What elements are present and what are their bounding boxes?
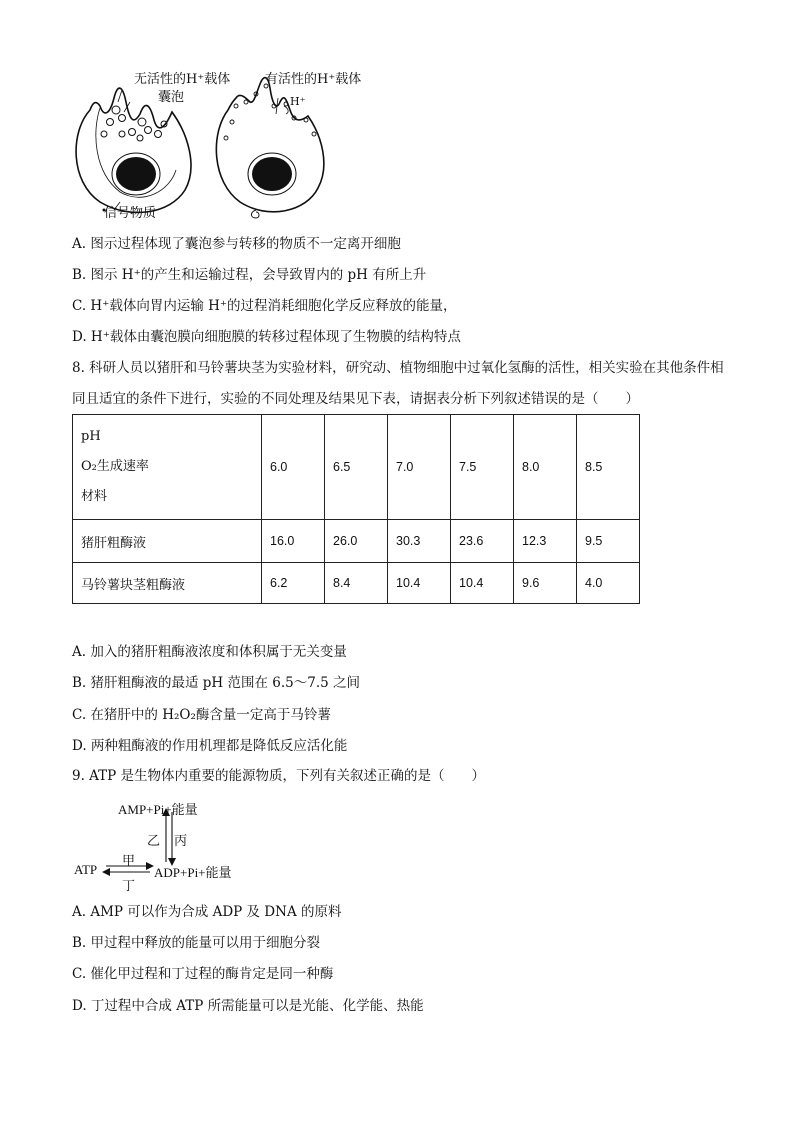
header-material: 材料	[81, 489, 108, 504]
table-header-row	[73, 415, 640, 520]
table-cell: 12.3	[514, 520, 577, 563]
atp-label: ATP	[74, 862, 98, 877]
table-cell: 16.0	[262, 520, 325, 563]
header-ph: pH	[81, 429, 101, 444]
table-cell: 8.4	[325, 563, 388, 604]
vesicles	[101, 106, 167, 141]
ph-value: 6.0	[262, 415, 325, 520]
row-label-pig-liver: 猪肝粗酶液	[73, 520, 262, 563]
q7-option-b: B. 图示 H⁺的产生和运输过程，会导致胃内的 pH 有所上升	[72, 267, 427, 283]
adp-label: ADP+Pi+能量	[154, 865, 232, 880]
table-cell: 10.4	[388, 563, 451, 604]
row-label-potato: 马铃薯块茎粗酶液	[73, 563, 262, 604]
q7-option-c: C. H⁺载体向胃内运输 H⁺的过程消耗细胞化学反应释放的能量，	[72, 298, 457, 314]
q9-stem: 9. ATP 是生物体内重要的能源物质，下列有关叙述正确的是（ ）	[72, 768, 486, 784]
q9-option-a: A. AMP 可以作为合成 ADP 及 DNA 的原料	[72, 904, 342, 920]
ph-value: 8.0	[514, 415, 577, 520]
right-cell-outline	[216, 78, 324, 212]
label-inactive-carrier: 无活性的H⁺载体	[134, 72, 231, 87]
q8-option-b: B. 猪肝粗酶液的最适 pH 范围在 6.5～7.5 之间	[72, 675, 361, 691]
q8-option-a: A. 加入的猪肝粗酶液浓度和体积属于无关变量	[72, 644, 347, 660]
table-cell: 9.5	[577, 520, 640, 563]
left-nucleus	[116, 157, 156, 191]
table-cell: 26.0	[325, 520, 388, 563]
table-cell: 4.0	[577, 563, 640, 604]
ding-label: 丁	[122, 878, 136, 893]
ph-value: 7.5	[451, 415, 514, 520]
amp-label: AMP+Pi+能量	[118, 802, 198, 817]
table-header-cell	[73, 415, 262, 520]
label-signal-substance: 信号物质	[104, 206, 157, 221]
table-cell: 6.2	[262, 563, 325, 604]
label-active-carrier: 有活性的H⁺载体	[265, 72, 362, 87]
label-h-ion: H⁺	[290, 95, 306, 108]
left-cell-outline	[76, 88, 191, 212]
q7-option-d: D. H⁺载体由囊泡膜向细胞膜的转移过程体现了生物膜的结构特点	[72, 329, 461, 345]
q7-option-a: A. 图示过程体现了囊泡参与转移的物质不一定离开细胞	[72, 236, 401, 252]
q9-option-c: C. 催化甲过程和丁过程的酶肯定是同一种酶	[72, 966, 334, 982]
bing-label: 丙	[174, 833, 188, 848]
enzyme-activity-table	[72, 414, 640, 604]
label-vesicle: 囊泡	[158, 90, 185, 105]
jia-label: 甲	[122, 853, 136, 868]
q9-option-d: D. 丁过程中合成 ATP 所需能量可以是光能、化学能、热能	[72, 998, 424, 1014]
right-nucleus	[252, 157, 292, 191]
q8-stem: 8. 科研人员以猪肝和马铃薯块茎为实验材料，研究动、植物细胞中过氧化氢酶的活性，相关实验在其他条件相同且适宜的条件下进行，实验的不同处理及结果见下表，请据表分析下列叙述错误的是（ ）	[72, 360, 724, 407]
ph-value: 8.5	[577, 415, 640, 520]
header-o2-rate: O₂生成速率	[81, 459, 149, 474]
table-cell: 30.3	[388, 520, 451, 563]
table-cell: 9.6	[514, 563, 577, 604]
ph-value: 7.0	[388, 415, 451, 520]
table-row	[73, 520, 640, 563]
table-cell: 10.4	[451, 563, 514, 604]
ph-value: 6.5	[325, 415, 388, 520]
q8-option-c: C. 在猪肝中的 H₂O₂酶含量一定高于马铃薯	[72, 707, 331, 723]
q8-option-d: D. 两种粗酶液的作用机理都是降低反应活化能	[72, 738, 348, 754]
table-row	[73, 563, 640, 604]
q9-option-b: B. 甲过程中释放的能量可以用于细胞分裂	[72, 935, 321, 951]
yi-label: 乙	[147, 833, 161, 848]
table-cell: 23.6	[451, 520, 514, 563]
